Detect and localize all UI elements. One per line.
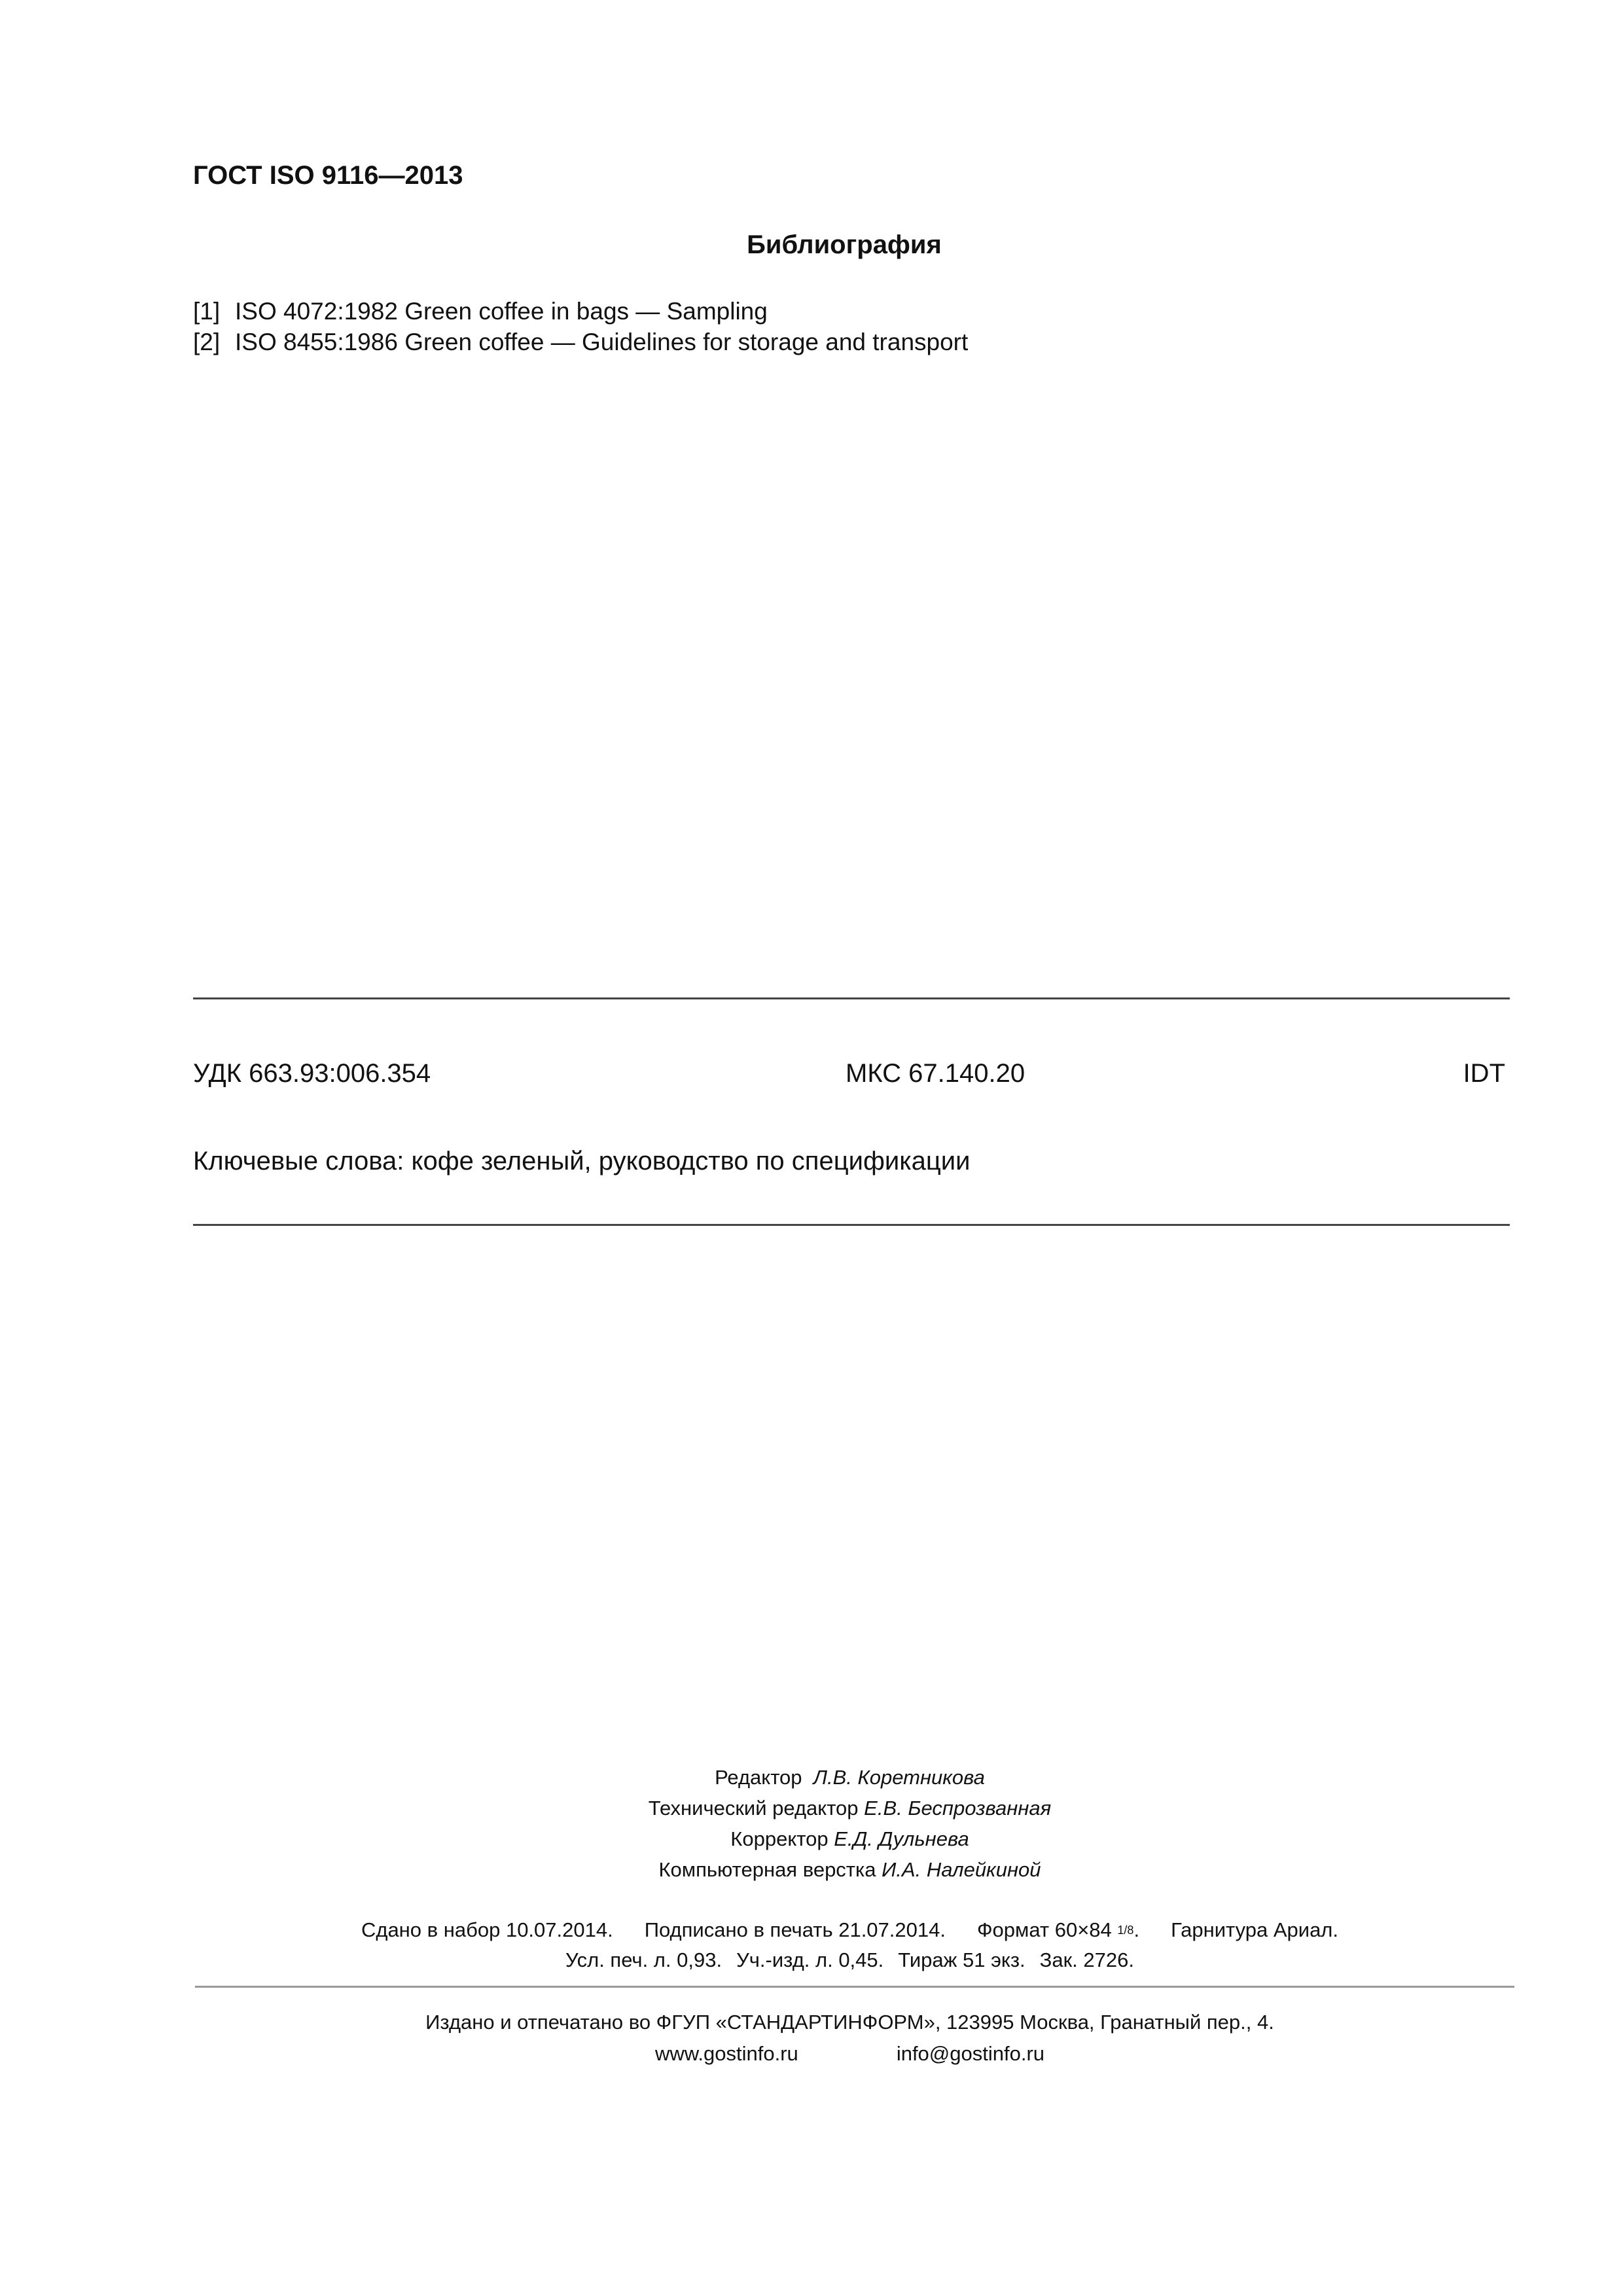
credit-person: Е.В. Беспрозванная	[864, 1797, 1052, 1820]
imprint-format-fraction: 1/8	[1117, 1924, 1134, 1937]
udk-code: УДК 663.93:006.354	[193, 1059, 431, 1088]
imprint-signed: Подписано в печать 21.07.2014.	[644, 1918, 946, 1941]
imprint-format: Формат 60×84	[976, 1918, 1112, 1941]
imprint-line: Сдано в набор 10.07.2014. Подписано в печать 21.07.2014. Формат 60×84 1/8. Гарнитура Ариал.	[361, 1918, 1339, 1941]
bibliography-list	[193, 296, 968, 357]
publisher-contacts	[0, 2038, 1623, 2070]
imprint-order: Зак. 2726.	[1039, 1948, 1134, 1971]
editorial-credits	[0, 1762, 1623, 1885]
credit-role: Компьютерная верстка	[658, 1858, 876, 1881]
document-code: ГОСТ ISO 9116—2013	[193, 161, 463, 190]
publisher-website-link[interactable]: www.gostinfo.ru	[654, 2042, 798, 2065]
mks-code: МКС 67.140.20	[846, 1059, 1026, 1088]
credit-line	[0, 1793, 1623, 1823]
publisher-email-link[interactable]: info@gostinfo.ru	[896, 2042, 1045, 2065]
credit-person: Л.В. Коретникова	[813, 1766, 985, 1789]
credit-line	[0, 1762, 1623, 1793]
imprint-divider	[195, 1986, 1514, 1988]
imprint-run: Тираж 51 экз.	[898, 1948, 1026, 1971]
top-divider	[193, 997, 1510, 999]
imprint-publ-sheets: Уч.-изд. л. 0,45.	[736, 1948, 884, 1971]
idt-label: IDT	[1463, 1059, 1505, 1088]
credit-person: И.А. Налейкиной	[882, 1858, 1041, 1881]
bibliography-item-number: [1]	[193, 298, 221, 325]
credit-role: Редактор	[715, 1766, 802, 1789]
credit-line	[0, 1823, 1623, 1854]
publisher-info	[0, 2007, 1623, 2070]
publisher-line: Издано и отпечатано во ФГУП «СТАНДАРТИНФОРМ», 123995 Москва, Гранатный пер., 4.	[425, 2011, 1274, 2034]
credit-role: Технический редактор	[648, 1797, 859, 1820]
bibliography-item-text: ISO 4072:1982 Green coffee in bags — Sampling	[235, 298, 768, 325]
bibliography-item	[193, 327, 968, 357]
imprint-details	[0, 1915, 1623, 1975]
imprint-line	[0, 1945, 1623, 1975]
imprint-submitted: Сдано в набор 10.07.2014.	[361, 1918, 613, 1941]
bibliography-item-text: ISO 8455:1986 Green coffee — Guidelines for storage and transport	[235, 329, 969, 355]
credit-person: Е.Д. Дульнева	[834, 1827, 969, 1850]
credit-role: Корректор	[730, 1827, 829, 1850]
imprint-typeface: Гарнитура Ариал.	[1171, 1918, 1339, 1941]
imprint-print-sheets: Усл. печ. л. 0,93.	[565, 1948, 722, 1971]
bibliography-item-number: [2]	[193, 329, 221, 355]
bottom-divider	[193, 1224, 1510, 1226]
bibliography-title: Библиография	[747, 230, 942, 259]
keywords: Ключевые слова: кофе зеленый, руководство по спецификации	[193, 1147, 971, 1175]
bibliography-item	[193, 296, 968, 327]
credit-line	[0, 1854, 1623, 1885]
